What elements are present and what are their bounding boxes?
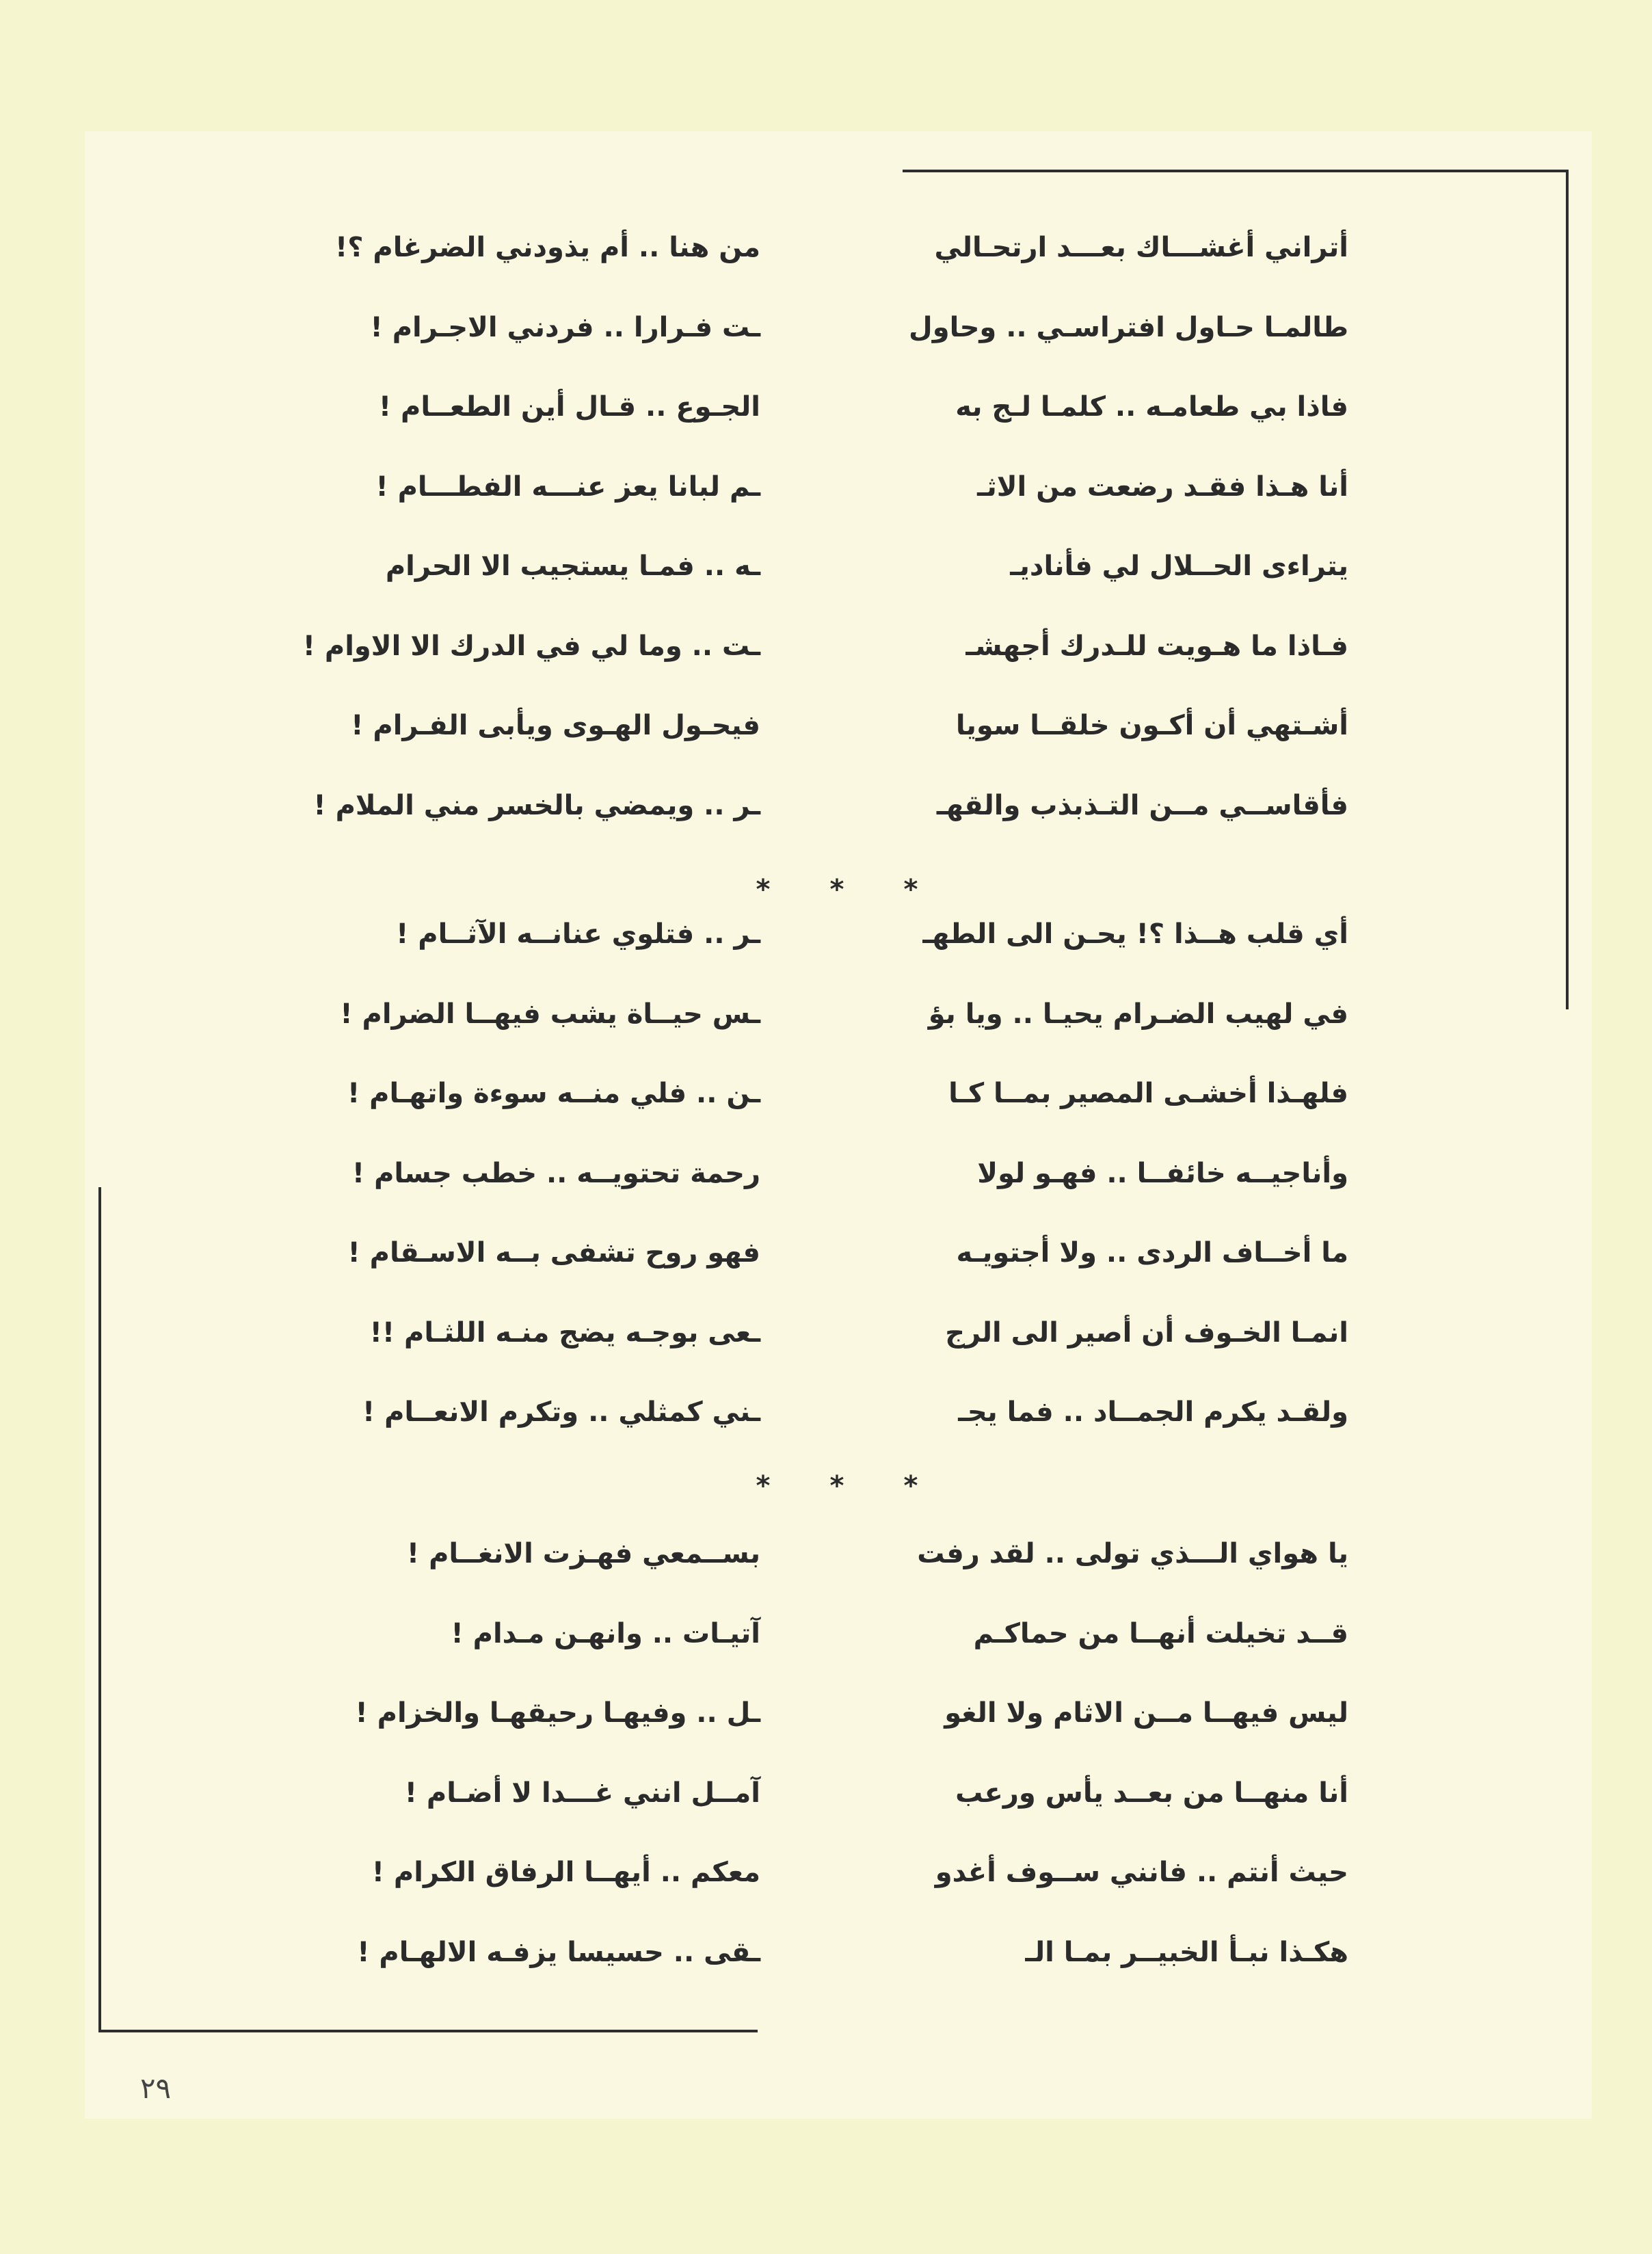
stanza-separator-asterisk: * — [756, 874, 771, 905]
verse-first-hemistich: ليس فيهــا مــن الاثام ولا الغو — [944, 1697, 1348, 1729]
verse-first-hemistich: أنا منهــا من بعــد يأس ورعب — [955, 1777, 1348, 1809]
verse-second-hemistich: ـه .. فمـا يستجيب الا الحرام — [385, 551, 760, 582]
right-vertical-rule — [1566, 170, 1569, 1009]
verse-second-hemistich: ـني كمثلي .. وتكرم الانعــام ! — [362, 1396, 760, 1428]
verse-first-hemistich: ما أخــاف الردى .. ولا أجتويـه — [956, 1237, 1348, 1269]
verse-second-hemistich: ـس حيــاة يشب فيهــا الضرام ! — [340, 998, 760, 1030]
verse-second-hemistich: ـت فـرارا .. فردني الاجـرام ! — [370, 312, 760, 343]
verse-second-hemistich: ـن .. فلي منــه سوءة واتهـام ! — [347, 1078, 760, 1109]
verse-second-hemistich: ـم لبانا يعز عنـــه الفطـــام ! — [375, 471, 760, 503]
verse-second-hemistich: ـر .. فتلوي عنانــه الآثــام ! — [396, 918, 760, 950]
verse-first-hemistich: حيث أنتم .. فانني ســوف أغدو — [935, 1857, 1348, 1888]
verse-second-hemistich: آتيـات .. وانهـن مـدام ! — [451, 1618, 760, 1649]
bottom-left-rule — [98, 2030, 758, 2032]
left-vertical-rule — [98, 1187, 101, 2032]
verse-first-hemistich: هكـذا نبـأ الخبيــر بمـا الـ — [1025, 1937, 1348, 1968]
verse-first-hemistich: قــد تخيلت أنهــا من حماكـم — [973, 1618, 1348, 1649]
verse-second-hemistich: ـعى بوجـه يضج منـه اللثـام !! — [369, 1317, 760, 1349]
verse-first-hemistich: انمـا الخـوف أن أصير الى الرج — [945, 1317, 1348, 1349]
stanza-separator-asterisk: * — [903, 874, 918, 905]
verse-second-hemistich: من هنا .. أم يذودني الضرغام ؟! — [335, 232, 760, 263]
verse-first-hemistich: فأقاســي مــن التـذبذب والقهـ — [936, 790, 1348, 821]
verse-second-hemistich: ـل .. وفيهـا رحيقهـا والخزام ! — [355, 1697, 760, 1729]
verse-first-hemistich: فلهـذا أخشـى المصير بمــا كـا — [948, 1078, 1348, 1109]
stanza-separator-asterisk: * — [829, 1470, 844, 1502]
verse-first-hemistich: يا هواي الـــذي تولى .. لقد رفت — [917, 1538, 1348, 1569]
verse-first-hemistich: أشـتهي أن أكـون خلقــا سويا — [955, 710, 1348, 741]
page-number: ٢٩ — [140, 2071, 172, 2105]
verse-second-hemistich: الجـوع .. قـال أين الطعــام ! — [378, 391, 760, 423]
verse-second-hemistich: ـر .. ويمضي بالخسر مني الملام ! — [313, 790, 760, 821]
verse-first-hemistich: طالمـا حـاول افتراسـي .. وحاول — [909, 312, 1348, 343]
stanza-separator-asterisk: * — [756, 1470, 771, 1502]
verse-first-hemistich: وأناجيــه خائفــا .. فهـو لولا — [977, 1158, 1348, 1189]
verse-second-hemistich: بســمعي فهـزت الانغــام ! — [406, 1538, 760, 1569]
verse-first-hemistich: ولقـد يكرم الجمــاد .. فما يجـ — [958, 1396, 1348, 1428]
verse-first-hemistich: أتراني أغشـــاك بعـــد ارتحـالي — [934, 232, 1348, 263]
verse-first-hemistich: فـاذا ما هـويت للـدرك أجهشـ — [965, 631, 1348, 662]
top-right-rule — [903, 170, 1569, 172]
verse-second-hemistich: معكم .. أيهــا الرفاق الكرام ! — [371, 1857, 760, 1888]
verse-first-hemistich: فاذا بي طعامـه .. كلمـا لـج به — [955, 391, 1348, 423]
verse-second-hemistich: ـت .. وما لي في الدرك الا الاوام ! — [302, 631, 760, 662]
book-page — [85, 131, 1592, 2119]
verse-second-hemistich: رحمة تحتويــه .. خطب جسام ! — [351, 1158, 760, 1189]
verse-second-hemistich: فيحـول الهـوى ويأبى الفـرام ! — [351, 710, 760, 741]
verse-second-hemistich: فهو روح تشفى بــه الاسـقام ! — [347, 1237, 760, 1269]
stanza-separator-asterisk: * — [829, 874, 844, 905]
verse-first-hemistich: يتراءى الحــلال لي فأناديـ — [1010, 551, 1348, 582]
verse-first-hemistich: أي قلب هــذا ؟! يحـن الى الطهـ — [922, 918, 1348, 950]
verse-second-hemistich: آمــل انني غـــدا لا أضـام ! — [404, 1777, 760, 1809]
verse-first-hemistich: أنا هـذا فقـد رضعت من الاثـ — [977, 471, 1348, 503]
verse-second-hemistich: ـقى .. حسيسا يزفـه الالهـام ! — [357, 1937, 760, 1968]
verse-first-hemistich: في لهيب الضـرام يحيـا .. ويا بؤ — [928, 998, 1348, 1030]
stanza-separator-asterisk: * — [903, 1470, 918, 1502]
